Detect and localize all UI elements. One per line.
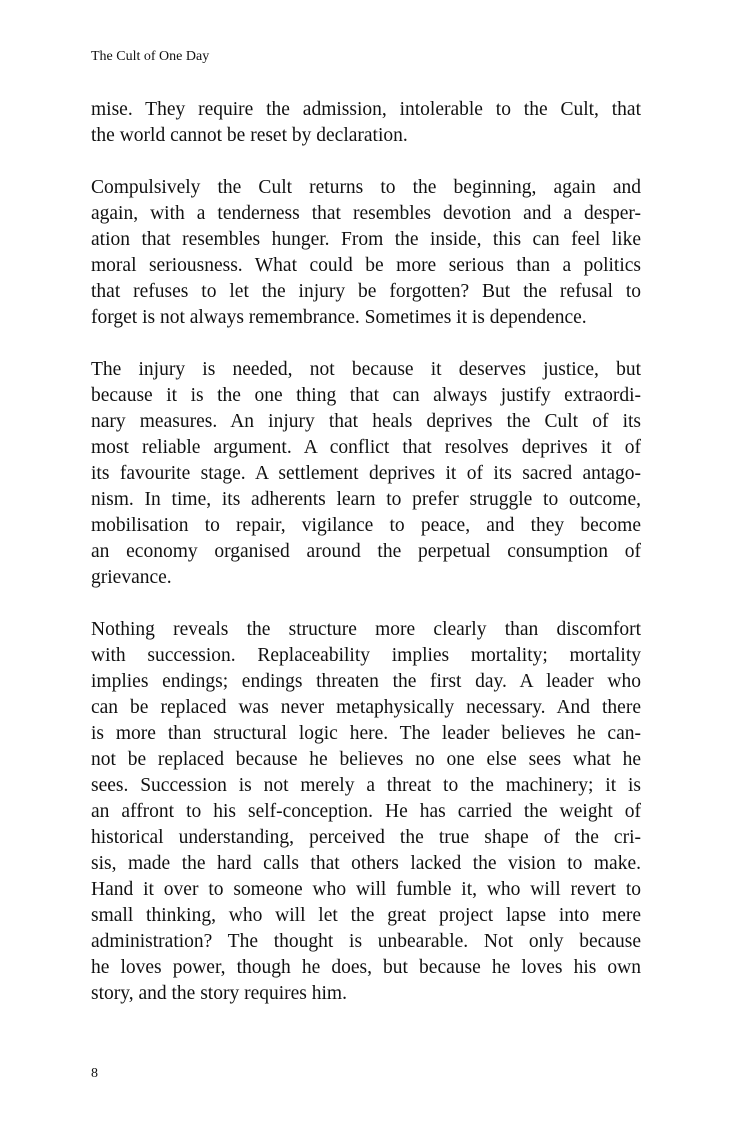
text-line: with succession. Replaceability implies mortality; mortality xyxy=(91,645,641,666)
text-line: an economy organised around the perpetual consumption of xyxy=(91,541,641,562)
paragraph xyxy=(91,97,641,149)
text-line: ation that resembles hunger. From the inside, this can feel like xyxy=(91,229,641,250)
text-line: nary measures. An injury that heals deprives the Cult of its xyxy=(91,411,641,432)
text-line: sis, made the hard calls that others lacked the vision to make. xyxy=(91,853,641,874)
text-line: its favourite stage. A settlement deprives it of its sacred antago- xyxy=(91,463,641,484)
page-number: 8 xyxy=(91,1066,98,1081)
text-line: implies endings; endings threaten the first day. A leader who xyxy=(91,671,641,692)
text-line: administration? The thought is unbearable. Not only because xyxy=(91,931,641,952)
text-line: grievance. xyxy=(91,567,172,588)
text-line: not be replaced because he believes no one else sees what he xyxy=(91,749,641,770)
text-line: sees. Succession is not merely a threat to the machinery; it is xyxy=(91,775,641,796)
body-text xyxy=(91,97,641,1033)
text-line: mise. They require the admission, intolerable to the Cult, that xyxy=(91,99,641,120)
text-line: Nothing reveals the structure more clearly than discomfort xyxy=(91,619,641,640)
paragraph xyxy=(91,175,641,331)
text-line: forget is not always remembrance. Sometimes it is dependence. xyxy=(91,307,587,328)
text-line: Hand it over to someone who will fumble it, who will revert to xyxy=(91,879,641,900)
text-line: the world cannot be reset by declaration. xyxy=(91,125,408,146)
text-line: moral seriousness. What could be more serious than a politics xyxy=(91,255,641,276)
text-line: again, with a tenderness that resembles devotion and a desper- xyxy=(91,203,641,224)
text-line: The injury is needed, not because it deserves justice, but xyxy=(91,359,641,380)
text-line: Compulsively the Cult returns to the beginning, again and xyxy=(91,177,641,198)
text-line: story, and the story requires him. xyxy=(91,983,347,1004)
text-line: mobilisation to repair, vigilance to peace, and they become xyxy=(91,515,641,536)
text-line: that refuses to let the injury be forgotten? But the refusal to xyxy=(91,281,641,302)
text-line: is more than structural logic here. The leader believes he can- xyxy=(91,723,641,744)
text-line: small thinking, who will let the great project lapse into mere xyxy=(91,905,641,926)
text-line: historical understanding, perceived the true shape of the cri- xyxy=(91,827,641,848)
running-head-title: The Cult of One Day xyxy=(91,49,210,64)
text-line: because it is the one thing that can always justify extraordi- xyxy=(91,385,641,406)
text-line: can be replaced was never metaphysically necessary. And there xyxy=(91,697,641,718)
paragraph xyxy=(91,357,641,591)
text-line: most reliable argument. A conflict that resolves deprives it of xyxy=(91,437,641,458)
text-line: an affront to his self-conception. He has carried the weight of xyxy=(91,801,641,822)
text-line: nism. In time, its adherents learn to prefer struggle to outcome, xyxy=(91,489,641,510)
paragraph xyxy=(91,617,641,1007)
text-line: he loves power, though he does, but because he loves his own xyxy=(91,957,641,978)
